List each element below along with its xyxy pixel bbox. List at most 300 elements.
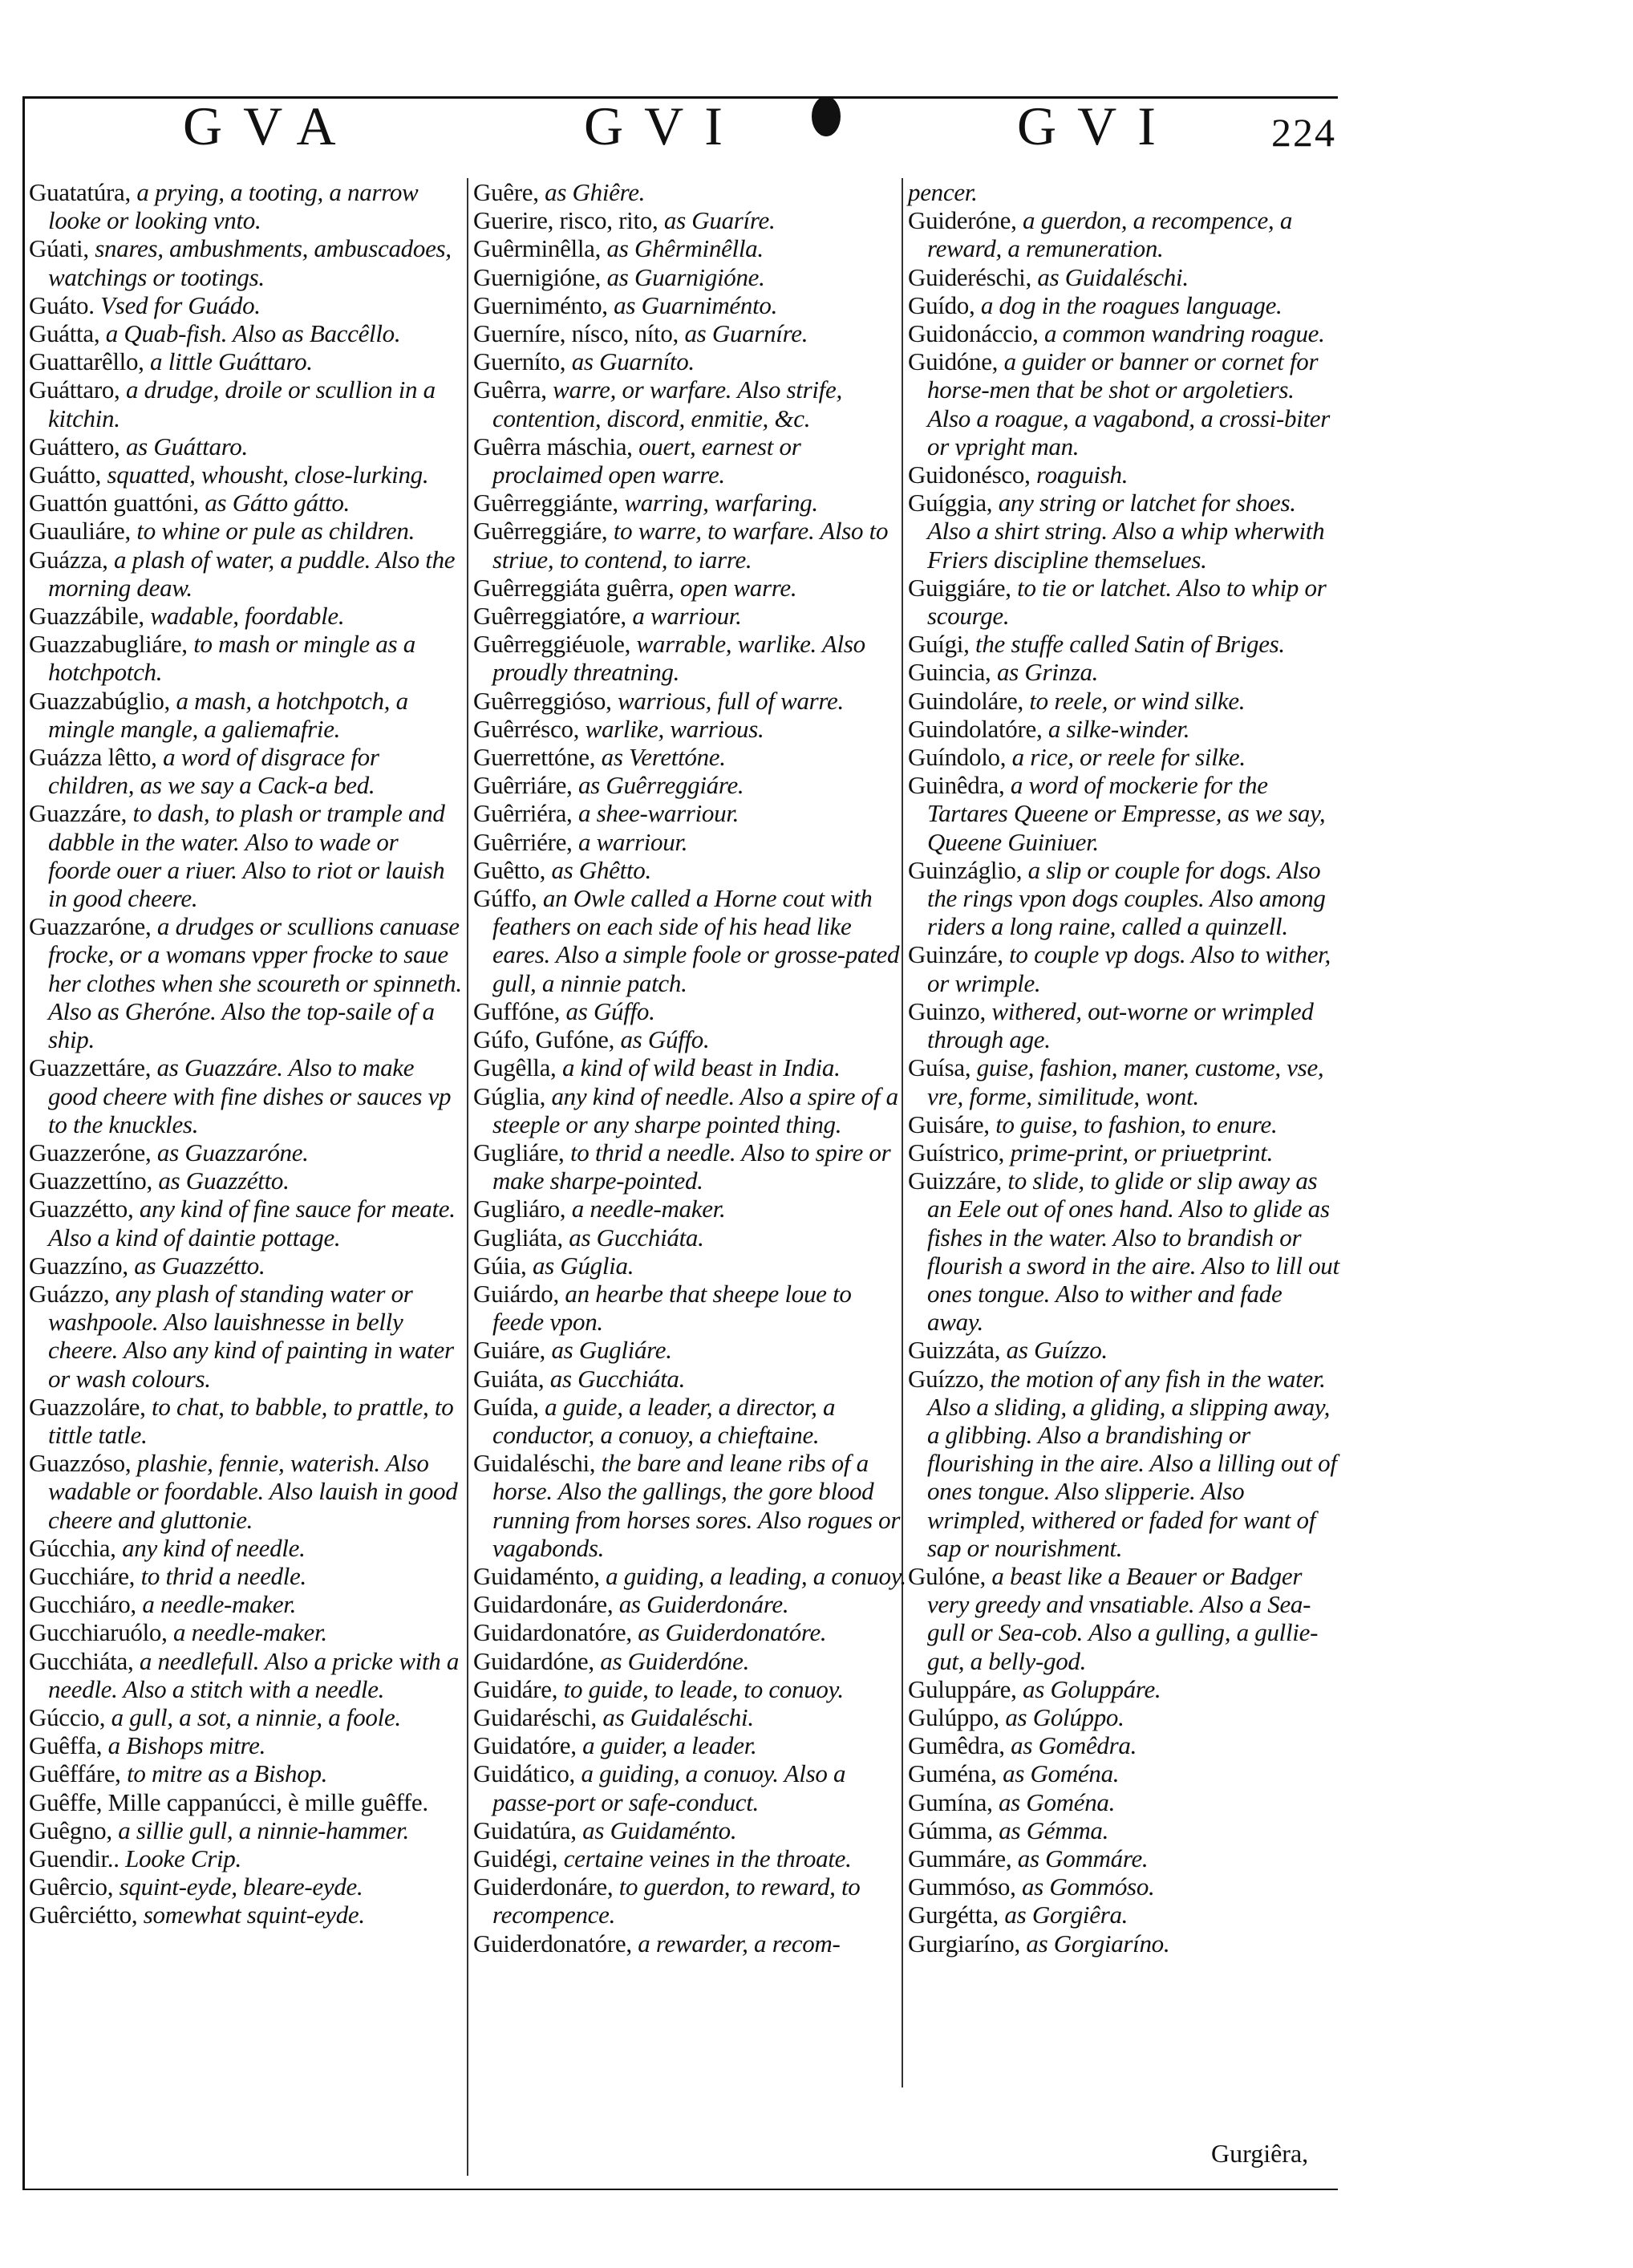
headword: Guazzoláre,: [29, 1392, 146, 1421]
dictionary-entry: [29, 1138, 462, 1166]
headword: Guíndolo,: [908, 743, 1007, 772]
dictionary-entry: [29, 1534, 462, 1562]
headword: Guincia,: [908, 658, 991, 687]
dictionary-entry: [473, 1252, 906, 1280]
dictionary-entry: [473, 234, 906, 262]
dictionary-entry: [29, 347, 462, 375]
left-border: [22, 96, 25, 2190]
definition: prime-print, or priuetprint.: [1010, 1138, 1274, 1166]
headword: Gugliáre,: [473, 1138, 565, 1166]
headword: Guideróne,: [908, 206, 1017, 235]
dictionary-entry: [908, 1759, 1341, 1787]
headword: Gucchiáro,: [29, 1590, 136, 1619]
dictionary-entry: [29, 743, 462, 799]
headword: Guáttero,: [29, 432, 120, 460]
dictionary-entry: [473, 687, 906, 715]
dictionary-entry: [908, 291, 1341, 319]
definition: as Guáttaro.: [125, 432, 248, 460]
headword: Guêrreggiatóre,: [473, 602, 626, 631]
dictionary-entry: [473, 771, 906, 799]
definition: as Guazzaróne.: [156, 1138, 309, 1166]
headword: Gucchiáre,: [29, 1561, 136, 1590]
dictionary-entry: [473, 517, 906, 573]
definition: a word of disgrace for children, as we say a Cack-a bed.: [48, 743, 379, 800]
definition: a rice, or reele for silke.: [1011, 743, 1246, 772]
definition: as Gommóso.: [1021, 1872, 1155, 1901]
dictionary-entry: [908, 658, 1341, 686]
definition: as Gucchiáta.: [549, 1364, 686, 1393]
running-head-center: GVI: [584, 95, 744, 156]
definition: to whine or pule as children.: [136, 517, 415, 546]
headword: Guêffe, Mille cappanúcci, è mille guêffe.: [29, 1787, 428, 1816]
headword: Guíggia,: [908, 489, 993, 517]
headword: Guernigióne,: [473, 262, 602, 291]
headword: Gulúppo,: [908, 1702, 999, 1731]
definition: ouert, earnest or proclaimed open warre.: [492, 432, 801, 489]
headword: Gúffo,: [473, 884, 537, 913]
dictionary-entry: [908, 1872, 1341, 1901]
headword: Guauliáre,: [29, 517, 131, 546]
headword: Guideréschi,: [908, 262, 1031, 291]
definition: pencer.: [908, 178, 978, 206]
definition: warrable, warlike. Also proudly threatning.: [492, 630, 865, 687]
headword: Guinzo,: [908, 996, 986, 1025]
headword: Guêrreggiáre,: [473, 517, 608, 546]
definition: roaguish.: [1036, 460, 1129, 489]
dictionary-entry: [473, 1195, 906, 1223]
dictionary-entry: [29, 687, 462, 743]
headword: Gucchiáta,: [29, 1646, 134, 1675]
headword: Guattarêllo,: [29, 347, 144, 376]
dictionary-entry: [473, 1336, 906, 1364]
headword: Gugliáro,: [473, 1195, 566, 1223]
definition: as Gúffo.: [620, 1025, 710, 1054]
headword: Guindoláre,: [908, 686, 1023, 715]
headword: Guerníre, nísco, níto,: [473, 319, 679, 348]
definition: a dog in the roagues language.: [980, 290, 1282, 319]
headword: Guêrreggióso,: [473, 686, 612, 715]
headword: Guístrico,: [908, 1138, 1005, 1166]
headword: Guazzábile,: [29, 602, 144, 631]
dictionary-entry: [29, 1901, 462, 1929]
headword: Guêrra máschia,: [473, 432, 633, 460]
definition: a word of mockerie for the Tartares Queene or Empresse, as we say, Queene Guiniuer.: [927, 771, 1326, 856]
headword: Guátto,: [29, 460, 102, 489]
dictionary-entry: [29, 1562, 462, 1590]
dictionary-entry: [29, 912, 462, 1053]
dictionary-entry: [908, 1336, 1341, 1364]
headword: Guísa,: [908, 1053, 971, 1082]
headword: Guêrriére,: [473, 827, 573, 856]
definition: as Guidaléschi.: [602, 1702, 754, 1731]
definition: somewhat squint-eyde.: [143, 1901, 365, 1929]
dictionary-entry: [29, 602, 462, 630]
headword: Guiderdonatóre,: [473, 1929, 632, 1958]
dictionary-entry: [473, 1280, 906, 1336]
dictionary-entry: [908, 630, 1341, 658]
definition: as Goména.: [998, 1787, 1116, 1816]
headword: Guerrettóne,: [473, 743, 596, 772]
definition: an hearbe that sheepe loue to feede vpon.: [492, 1279, 852, 1337]
headword: Guêtto,: [473, 855, 546, 884]
headword: Guerníto,: [473, 347, 566, 376]
headword: Guázza,: [29, 545, 108, 574]
headword: Gúia,: [473, 1251, 527, 1280]
definition: the motion of any fish in the water. Also a sliding, a gliding, a slipping away, a glibbing. Also a brandishing or flourishing in the aire. Also a lilling out of ones tongue. Also slipperie. Also wrimpled, withered or faded for want of sap or nourishment.: [927, 1364, 1337, 1562]
dictionary-entry: [473, 630, 906, 686]
headword: Guátta,: [29, 319, 100, 348]
column-1: [29, 178, 462, 1929]
dictionary-entry: [908, 319, 1341, 347]
headword: Guázzo,: [29, 1279, 110, 1308]
dictionary-entry: [908, 574, 1341, 630]
dictionary-entry: [29, 460, 462, 489]
definition: a beast like a Beauer or Badger very greedy and vnsatiable. Also a Sea-gull or Sea-cob. Also a gulling, a gullie-gut, a belly-god.: [927, 1561, 1319, 1675]
dictionary-entry: [473, 375, 906, 432]
headword: Guazzíno,: [29, 1251, 128, 1280]
dictionary-entry: [908, 1816, 1341, 1844]
definition: as Gátto gátto.: [205, 489, 350, 517]
dictionary-entry: [473, 799, 906, 827]
definition: to thrid a needle.: [140, 1561, 306, 1590]
dictionary-entry: [473, 1872, 906, 1929]
headword: Guazzaróne,: [29, 912, 152, 941]
dictionary-entry: [29, 1280, 462, 1393]
dictionary-entry: [473, 1844, 906, 1872]
definition: as Golúppo.: [1005, 1702, 1124, 1731]
dictionary-entry: [473, 1223, 906, 1252]
headword: Guatatúra,: [29, 178, 131, 206]
definition: a shee-warriour.: [577, 799, 740, 828]
headword: Gúglia,: [473, 1081, 546, 1110]
dictionary-entry: [473, 1562, 906, 1590]
definition: as Verettóne.: [601, 743, 726, 772]
headword: Guména,: [908, 1759, 997, 1788]
definition: as Guazzáre. Also to make good cheere with fine dishes or sauces vp to the knuckles.: [48, 1053, 452, 1138]
definition: as Guiderdonáre.: [618, 1590, 789, 1619]
catchword: Gurgiêra,: [1211, 2139, 1309, 2168]
dictionary-entry: [29, 1788, 462, 1816]
definition: as Gommáre.: [1017, 1844, 1149, 1872]
definition: any kind of fine sauce for meate. Also a kind of daintie pottage.: [48, 1195, 456, 1252]
dictionary-entry: [29, 178, 462, 234]
definition: any kind of needle.: [122, 1533, 306, 1562]
headword: Guazzáre,: [29, 799, 128, 828]
definition: as Guarnigióne.: [606, 262, 765, 291]
definition: as Guízzo.: [1006, 1336, 1108, 1365]
dictionary-entry: [473, 263, 906, 291]
dictionary-entry: [29, 1816, 462, 1844]
definition: a warriour.: [632, 602, 742, 631]
definition: any plash of standing water or washpoole. Also lauishnesse in belly cheere. Also any kind of painting in water or wash colours.: [48, 1279, 454, 1393]
dictionary-entry: [29, 489, 462, 517]
dictionary-entry: [473, 574, 906, 602]
definition: as Gomêdra.: [1011, 1731, 1137, 1760]
dictionary-entry: [29, 1053, 462, 1138]
headword: Guazzettíno,: [29, 1166, 152, 1195]
headword: Guindolatóre,: [908, 714, 1043, 743]
dictionary-entry: [29, 517, 462, 545]
headword: Gumêdra,: [908, 1731, 1005, 1760]
running-head-right: GVI: [1017, 95, 1177, 156]
dictionary-entry: [29, 319, 462, 347]
dictionary-entry: [473, 1449, 906, 1562]
definition: as Guazzétto.: [134, 1251, 265, 1280]
headword: Guidático,: [473, 1759, 575, 1788]
definition: a Bishops mitre.: [107, 1731, 266, 1760]
definition: as Guazzétto.: [158, 1166, 290, 1195]
definition: a needlefull. Also a pricke with a needle. Also a stitch with a needle.: [48, 1646, 460, 1703]
definition: a drudges or scullions canuase frocke, or a womans vpper frocke to saue her clothes when she scoureth or spinneth. Also as Gheróne. Also the top-saile of a ship.: [48, 912, 462, 1054]
dictionary-entry: [908, 1703, 1341, 1731]
dictionary-entry: [908, 1562, 1341, 1675]
dictionary-entry: [473, 1025, 906, 1053]
dictionary-entry: [908, 460, 1341, 489]
headword: Guendir..: [29, 1844, 120, 1872]
headword: Guizzáre,: [908, 1166, 1002, 1195]
definition: a guide, a leader, a director, a conductor, a conuoy, a chieftaine.: [492, 1392, 836, 1449]
dictionary-entry: [29, 1252, 462, 1280]
dictionary-entry: [29, 799, 462, 912]
bottom-rule: [22, 2189, 1338, 2190]
definition: as Guiderdonatóre.: [638, 1618, 827, 1647]
dictionary-entry: [473, 1731, 906, 1759]
definition: as Gúffo.: [565, 996, 655, 1025]
dictionary-entry: [29, 1872, 462, 1901]
headword: Guidáre,: [473, 1674, 558, 1703]
definition: a guiding, a conuoy. Also a passe-port or safe-conduct.: [492, 1759, 846, 1816]
headword: Guêre,: [473, 178, 539, 206]
definition: a slip or couple for dogs. Also the rings vpon dogs couples. Also among riders a long raine, called a quinzell.: [927, 855, 1326, 941]
dictionary-entry: [908, 206, 1341, 262]
dictionary-entry: [908, 940, 1341, 996]
headword: Guízzo,: [908, 1364, 985, 1393]
dictionary-entry: [473, 319, 906, 347]
headword: Guáto.: [29, 290, 95, 319]
definition: a gull, a sot, a ninnie, a foole.: [111, 1702, 401, 1731]
definition: Vsed for Guádo.: [100, 290, 261, 319]
definition: an Owle called a Horne cout with feathers on each side of his head like eares. Also a simple foole or grosse-pated gull, a ninnie patch.: [492, 884, 900, 997]
dictionary-entry: [908, 347, 1341, 460]
dictionary-entry: [908, 1053, 1341, 1110]
definition: as Goluppáre.: [1023, 1674, 1161, 1703]
headword: Guidóne,: [908, 347, 999, 376]
headword: Guêrreggiáta guêrra,: [473, 573, 675, 602]
dictionary-entry: [908, 1929, 1341, 1958]
headword: Guidégi,: [473, 1844, 558, 1872]
headword: Gucchiaruólo,: [29, 1618, 168, 1647]
definition: as Guêrreggiáre.: [577, 771, 744, 800]
definition: snares, ambushments, ambuscadoes, watchings or tootings.: [48, 234, 452, 291]
headword: Guázza lêtto,: [29, 743, 157, 772]
definition: warring, warfaring.: [624, 489, 818, 517]
dictionary-entry: [29, 1731, 462, 1759]
definition: a needle-maker.: [142, 1590, 297, 1619]
headword: Gúmma,: [908, 1816, 993, 1844]
headword: Guidonésco,: [908, 460, 1031, 489]
definition: as Ghêtto.: [551, 855, 651, 884]
definition: a plash of water, a puddle. Also the morning deaw.: [48, 545, 456, 602]
headword: Guidardonatóre,: [473, 1618, 632, 1647]
headword: Guêrra,: [473, 375, 547, 404]
dictionary-entry: [473, 828, 906, 856]
headword: Guiggiáre,: [908, 573, 1011, 602]
definition: to guerdon, to reward, to recompence.: [492, 1872, 861, 1929]
dictionary-entry: [29, 1647, 462, 1703]
page-number: 224: [1271, 110, 1336, 155]
headword: Guêffáre,: [29, 1759, 121, 1788]
definition: a guerdon, a recompence, a reward, a remuneration.: [927, 206, 1293, 263]
dictionary-entry: [473, 1365, 906, 1393]
dictionary-entry: [29, 1449, 462, 1534]
definition: a guiding, a leading, a conuoy.: [606, 1561, 906, 1590]
definition: as Gúglia.: [532, 1251, 634, 1280]
headword: Gúati,: [29, 234, 89, 263]
dictionary-entry: [908, 1731, 1341, 1759]
ink-blot: [812, 96, 841, 136]
dictionary-entry: [473, 432, 906, 489]
dictionary-entry: [473, 206, 906, 234]
headword: Guidardonáre,: [473, 1590, 614, 1619]
dictionary-entry: [908, 489, 1341, 574]
headword: Gulóne,: [908, 1561, 986, 1590]
definition: to warre, to warfare. Also to striue, to contend, to iarre.: [492, 517, 889, 574]
headword: Guazzabugliáre,: [29, 630, 188, 659]
dictionary-entry: [473, 178, 906, 206]
headword: Gugêlla,: [473, 1053, 557, 1082]
headword: Guêrriáre,: [473, 771, 573, 800]
headword: Guluppáre,: [908, 1674, 1017, 1703]
definition: a mash, a hotchpotch, a mingle mangle, a galiemafrie.: [48, 686, 408, 743]
definition: as Guarníto.: [571, 347, 695, 376]
headword: Guiáre,: [473, 1336, 545, 1365]
dictionary-entry: [473, 1759, 906, 1816]
definition: a drudge, droile or scullion in a kitchin.: [48, 375, 436, 432]
dictionary-entry: [473, 1618, 906, 1646]
headword: Guáttaro,: [29, 375, 120, 404]
dictionary-entry: [473, 1393, 906, 1449]
dictionary-entry: [29, 1844, 462, 1872]
dictionary-entry: [29, 375, 462, 432]
headword: Guazzabúglio,: [29, 686, 171, 715]
definition: a needle-maker.: [571, 1195, 726, 1223]
dictionary-entry: [29, 1166, 462, 1195]
definition: as Guiderdóne.: [600, 1646, 750, 1675]
dictionary-entry: [473, 347, 906, 375]
dictionary-entry: [908, 263, 1341, 291]
dictionary-entry: [29, 1590, 462, 1618]
definition: a kind of wild beast in India.: [561, 1053, 841, 1082]
definition: the bare and leane ribs of a horse. Also the gallings, the gore blood running from horses sores. Also rogues or vagabonds.: [492, 1449, 901, 1562]
dictionary-entry: [29, 546, 462, 602]
definition: a common wandring roague.: [1044, 319, 1325, 348]
definition: as Ghêrminêlla.: [606, 234, 764, 263]
headword: Guffóne,: [473, 996, 561, 1025]
headword: Guêrrésco,: [473, 714, 580, 743]
definition: a rewarder, a recom-: [638, 1929, 841, 1958]
dictionary-entry: [29, 1759, 462, 1787]
dictionary-entry: [29, 234, 462, 290]
column-rule-1: [467, 178, 468, 2176]
definition: any kind of needle. Also a spire of a steeple or any sharpe pointed thing.: [492, 1081, 898, 1138]
dictionary-entry: [908, 856, 1341, 941]
definition: withered, out-worne or wrimpled through age.: [927, 996, 1314, 1054]
definition: warre, or warfare. Also strife, contention, discord, enmitie, &c.: [492, 375, 842, 432]
headword: Guêrreggiánte,: [473, 489, 618, 517]
headword: Guída,: [473, 1392, 539, 1421]
definition: wadable, foordable.: [150, 602, 345, 631]
headword: Guêrcio,: [29, 1872, 114, 1901]
headword: Guêrreggiéuole,: [473, 630, 631, 659]
dictionary-entry: [473, 1138, 906, 1195]
dictionary-entry: [473, 1647, 906, 1675]
dictionary-entry: [473, 1703, 906, 1731]
headword: Guêrminêlla,: [473, 234, 602, 263]
dictionary-entry: [473, 856, 906, 884]
dictionary-entry: [473, 1816, 906, 1844]
dictionary-entry: [473, 743, 906, 771]
headword: Guizzáta,: [908, 1336, 1001, 1365]
definition: a guider, a leader.: [582, 1731, 757, 1760]
definition: the stuffe called Satin of Briges.: [975, 630, 1285, 659]
dictionary-entry: [908, 687, 1341, 715]
definition: a warriour.: [577, 827, 688, 856]
dictionary-entry: [473, 715, 906, 743]
headword: Guazzettáre,: [29, 1053, 152, 1082]
definition: plashie, fennie, waterish. Also wadable or foordable. Also lauish in good cheere and gluttonie.: [48, 1449, 458, 1534]
headword: Guidaléschi,: [473, 1449, 596, 1478]
definition: as Gémma.: [999, 1816, 1109, 1844]
headword: Guidatúra,: [473, 1816, 577, 1844]
definition: as Guidaménto.: [582, 1816, 737, 1844]
dictionary-entry: [473, 291, 906, 319]
definition: warrious, full of warre.: [618, 686, 844, 715]
headword: Guiárdo,: [473, 1279, 559, 1308]
headword: Guinêdra,: [908, 771, 1005, 800]
definition: guise, fashion, maner, custome, vse, vre, forme, similitude, wont.: [927, 1053, 1324, 1110]
definition: as Ghiêre.: [545, 178, 646, 206]
definition: to slide, to glide or slip away as an Eele out of ones hand. Also to glide as fishes in the water. Also to brandish or flourish a sword in the aire. Also to lill out ones tongue. Also to wither and fade away.: [927, 1166, 1339, 1337]
definition: squint-eyde, bleare-eyde.: [119, 1872, 363, 1901]
headword: Gumína,: [908, 1787, 993, 1816]
definition: as Gucchiáta.: [569, 1223, 704, 1252]
dictionary-entry: [908, 1675, 1341, 1703]
headword: Guerniménto,: [473, 290, 608, 319]
definition: a needle-maker.: [173, 1618, 327, 1647]
headword: Guazzeróne,: [29, 1138, 152, 1166]
headword: Gugliáta,: [473, 1223, 563, 1252]
dictionary-entry: [29, 630, 462, 686]
definition: as Guarníre.: [684, 319, 808, 348]
definition: a guider or banner or cornet for horse-men that be shot or argoletiers. Also a roague, a vagabond, a crossi-biter or vpright man.: [927, 347, 1331, 460]
headword: Guazzóso,: [29, 1449, 132, 1478]
dictionary-entry: [29, 1618, 462, 1646]
headword: Gurgétta,: [908, 1901, 999, 1929]
dictionary-entry: [473, 1675, 906, 1703]
definition: to tie or latchet. Also to whip or scourge.: [927, 573, 1327, 631]
definition: a silke-winder.: [1047, 714, 1190, 743]
dictionary-entry: [908, 743, 1341, 771]
dictionary-entry: [29, 291, 462, 319]
headword: Gurgiaríno,: [908, 1929, 1020, 1958]
definition: as Guarniménto.: [614, 290, 778, 319]
definition: a Quab-fish. Also as Baccêllo.: [105, 319, 401, 348]
definition: certaine veines in the throate.: [563, 1844, 852, 1872]
definition: a prying, a tooting, a narrow looke or looking vnto.: [48, 178, 419, 235]
definition: to couple vp dogs. Also to wither, or wrimple.: [927, 940, 1331, 997]
definition: to chat, to babble, to prattle, to tittle tatle.: [48, 1392, 454, 1449]
dictionary-entry: [908, 1844, 1341, 1872]
